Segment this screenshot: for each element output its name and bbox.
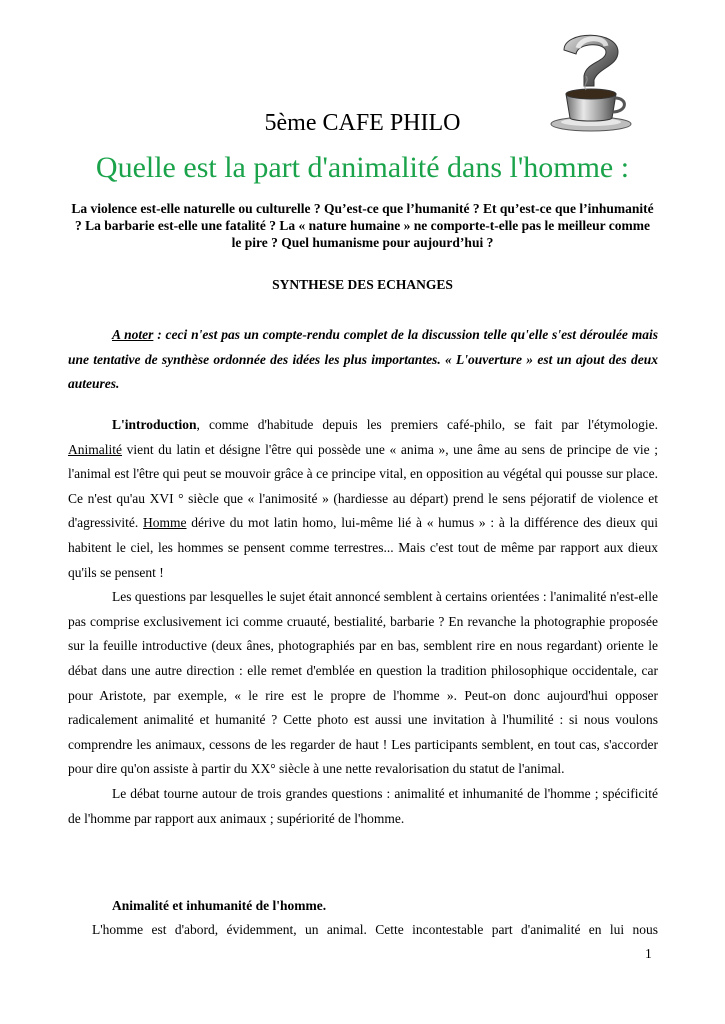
intro-lead: L'introduction — [112, 417, 197, 432]
term-animalite: Animalité — [68, 441, 122, 457]
page-title: Quelle est la part d'animalité dans l'homme : — [95, 151, 630, 184]
paragraph-start: L'homme est d'abord, évidemment, un animal. Cette incontestable part d'animalité en lui nous — [92, 922, 658, 937]
body-text — [68, 413, 658, 831]
term-homme: Homme — [143, 515, 187, 531]
subsection-heading: Animalité et inhumanité de l'homme. — [112, 898, 327, 913]
page-number: 1 — [645, 946, 652, 961]
note-paragraph — [68, 323, 658, 397]
intro-paragraph — [68, 413, 658, 585]
intro-text-1: , comme d'habitude depuis les premiers café-philo, se fait par l'étymologie. — [196, 417, 658, 432]
note-label: A noter — [112, 327, 154, 342]
intro-text-3: dérive du mot latin homo, lui-même lié à « humus » : à la différence des dieux qui habitent le ciel, les hommes se pensent comme terrestres... Mais c'est tout de même par rapport aux dieux qu'ils se pensent ! — [68, 515, 658, 580]
note-text: : ceci n'est pas un compte-rendu complet de la discussion telle qu'elle s'est déroulée mais une tentative de synthèse ordonnée des idées les plus importantes. « L'ouverture » est un ajout des deux auteures. — [68, 327, 658, 391]
section-heading: SYNTHESE DES ECHANGES — [272, 277, 453, 292]
paragraph-debate: Le débat tourne autour de trois grandes questions : animalité et inhumanité de l'homme ; spécificité de l'homme par rapport aux animaux ; supériorité de l'homme. — [68, 785, 658, 826]
page-subtitle: 5ème CAFE PHILO — [264, 110, 461, 136]
paragraph-questions: Les questions par lesquelles le sujet était annoncé semblent à certains orientées : l'animalité n'est-elle pas comprise exclusivement ici comme cruauté, bestialité, barbarie ? En revanche la photographie proposée sur la feuille introductive (deux ânes, photographiés par en bas, semblent rire en nous regardant) oriente le débat dans une autre direction : elle remet d'emblée en question la tradition philosophique occidentale, car pour Aristote, par exemple, « le rire est le propre de l'homme ». Peut-on donc aujourd'hui opposer radicalement animalité et humanité ? Cette photo est aussi une invitation à l'humilité : si nous voulons comprendre les animaux, cessons de les regarder de haut ! Les participants semblent, en tout cas, s'accorder pour dire qu'on assiste à partir du XX° siècle à une nette revalorisation du statut de l'animal. — [68, 589, 658, 777]
topic-questions: La violence est-elle naturelle ou culturelle ? Qu’est-ce que l’humanité ? Et qu’est-ce que l’inhumanité ? La barbarie est-elle une fatalité ? La « nature humaine » ne comporte-t-elle pas le meilleur comme le pire ? Quel humanisme pour aujourd’hui ? — [71, 201, 654, 250]
intro-text-2: vient du latin et désigne l'être qui possède une « anima », une âme au sens de principe de vie ; l'animal est l'être qui peut se mouvoir grâce à ce principe vital, en opposition au végétal qui pousse sur place. Ce n'est qu'au XVI ° siècle que « l'animosité » (hardiesse au départ) prend le sens péjoratif de violence et d'agressivité. — [68, 441, 658, 531]
